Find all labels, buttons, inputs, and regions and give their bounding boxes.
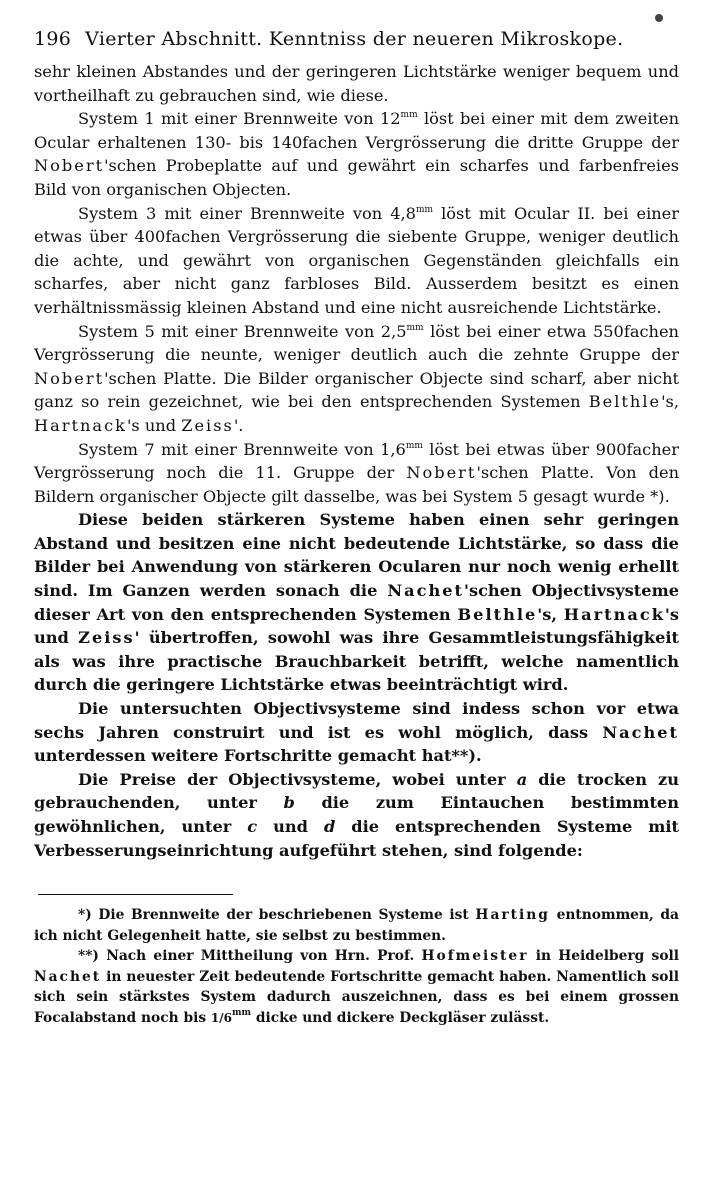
spaced-name: Nobert: [34, 368, 105, 388]
fraction: 1/6: [210, 1010, 232, 1025]
text-run: System 5 mit einer Brennweite von 2,5: [78, 321, 407, 341]
spaced-name: Belthle: [457, 604, 538, 624]
spaced-name: Zeiss: [181, 415, 234, 435]
unit-superscript: mm: [415, 204, 434, 215]
text-run: in neuester Zeit bedeutende Fortschritte gemacht haben. Namentlich soll sich sein stärkstes System dadurch auszeichnen, dass es bei einem grossen Focalabstand noch bis: [34, 968, 679, 1026]
paragraph: [34, 202, 679, 320]
text-run: in Heidelberg soll: [528, 948, 680, 965]
paragraph: [34, 438, 679, 509]
spaced-name: Hofmeister: [421, 948, 529, 965]
text-run: löst bei einer etwa 550fachen Vergrösserung die neunte, weniger deutlich auch die zehnte Gruppe der: [34, 321, 679, 365]
running-title: Vierter Abschnitt. Kenntniss der neueren Mikroskope.: [85, 28, 624, 50]
text-run: die entsprechenden Systeme mit Verbesserungseinrichtung aufgeführt stehen, sind folgende:: [34, 817, 679, 860]
text-run: die zum Eintauchen bestimmten gewöhnlichen, unter: [34, 793, 679, 836]
unit-superscript: mm: [405, 440, 423, 451]
text-run: Die Preise der Objectivsysteme, wobei unter: [78, 769, 517, 789]
italic-letter: b: [283, 793, 295, 813]
italic-letter: d: [323, 817, 336, 836]
paragraph: [34, 60, 679, 107]
spaced-name: Hartnack: [34, 415, 127, 435]
italic-letter: c: [247, 817, 258, 836]
text-run: entnommen, da ich nicht Gelegenheit hatte, sie selbst zu bestimmen.: [34, 907, 679, 944]
text-run: 's und: [34, 604, 679, 648]
footnote: [34, 905, 679, 946]
unit-superscript: mm: [406, 322, 424, 333]
paragraph: [34, 768, 679, 862]
text-run: dicke und dickere Deckgläser zulässt.: [251, 1009, 550, 1026]
paragraph: [34, 107, 679, 201]
text-run: löst bei einer mit dem zweiten Ocular erhaltenen 130- bis 140fachen Vergrösserung die dritte Gruppe der: [34, 109, 680, 152]
spaced-name: Belthle: [588, 392, 662, 412]
text-run: System 1 mit einer Brennweite von 12: [78, 109, 401, 129]
paragraph: [34, 508, 679, 697]
text-run: und: [257, 817, 324, 836]
italic-letter: a: [516, 769, 528, 789]
text-run: System 3 mit einer Brennweite von 4,8: [78, 203, 416, 223]
text-run: **) Nach einer Mittheilung von Hrn. Prof.: [78, 948, 422, 965]
unit-superscript: mm: [400, 110, 418, 121]
main-text: [34, 60, 679, 862]
spaced-name: Nobert: [34, 156, 105, 176]
text-run: Die untersuchten Objectivsysteme sind indess schon vor etwa sechs Jahren construirt und ist es wohl möglich, dass: [34, 699, 679, 742]
text-run: *) Die Brennweite der beschriebenen Systeme ist: [78, 907, 476, 924]
text-run: 'schen Probeplatte auf und gewährt ein scharfes und farbenfreies Bild von organischen Objecten.: [34, 156, 679, 199]
paragraph: [34, 697, 679, 768]
spaced-name: Hartnack: [563, 604, 665, 624]
running-header: [34, 28, 679, 50]
spaced-name: Zeiss: [78, 628, 135, 648]
text-run: löst bei etwas über 900facher Vergrösserung noch die 11. Gruppe der: [34, 439, 679, 483]
text-run: 'schen Platte. Die Bilder organischer Objecte sind scharf, aber nicht ganz so rein gezeichnet, wie bei den entsprechenden Systemen: [34, 368, 679, 412]
paragraph: [34, 320, 679, 438]
text-run: unterdessen weitere Fortschritte gemacht hat**).: [34, 746, 482, 766]
text-run: 's,: [537, 604, 564, 624]
text-run: 's,: [661, 392, 679, 412]
text-run: sehr kleinen Abstandes und der geringeren Lichtstärke weniger bequem und vortheilhaft zu gebrauchen sind, wie diese.: [34, 62, 679, 105]
spaced-name: Harting: [475, 907, 550, 924]
text-run: System 7 mit einer Brennweite von 1,6: [78, 439, 406, 459]
text-run: 'schen Platte. Von den Bildern organischer Objecte gilt dasselbe, was bei System 5 gesagt wurde *).: [34, 463, 679, 506]
footnotes: [34, 905, 679, 1028]
page-number: 196: [34, 28, 72, 50]
text-run: löst mit Ocular II. bei einer etwas über 400fachen Vergrösserung die siebente Gruppe, weniger deutlich die achte, und gewährt von organischen Gegenständen gleichfalls ein scharfes, aber nicht ganz farbloses Bild. Ausserdem besitzt es einen verhältnissmässig kleinen Abstand und eine nicht ausreichende Lichtstärke.: [34, 203, 679, 317]
text-run: ' übertroffen, sowohl was ihre Gesammtleistungsfähigkeit als was ihre practische Brauchbarkeit betrifft, welche namentlich durch die geringere Lichtstärke etwas beeinträchtigt wird.: [34, 628, 679, 695]
book-page: [34, 28, 679, 1028]
spaced-name: Nobert: [406, 463, 477, 483]
text-run: '.: [233, 415, 244, 435]
text-run: 'schen Objectivsysteme dieser Art von den entsprechenden Systemen: [34, 581, 679, 624]
footnote-rule: [38, 894, 233, 895]
print-speck: [655, 14, 663, 22]
unit-superscript: mm: [232, 1007, 252, 1018]
spaced-name: Nachet: [34, 968, 102, 985]
footnote: [34, 946, 679, 1028]
text-run: die trocken zu gebrauchenden, unter: [34, 769, 679, 813]
text-run: Diese beiden stärkeren Systeme haben einen sehr geringen Abstand und besitzen eine nicht bedeutende Lichtstärke, so dass die Bilder bei Anwendung von stärkeren Ocularen nur noch wenig erhellt sind. Im Ganzen werden sonach die: [34, 510, 679, 601]
text-run: 's und: [126, 415, 182, 435]
spaced-name: Nachet: [387, 581, 464, 601]
spaced-name: Nachet: [602, 722, 679, 742]
